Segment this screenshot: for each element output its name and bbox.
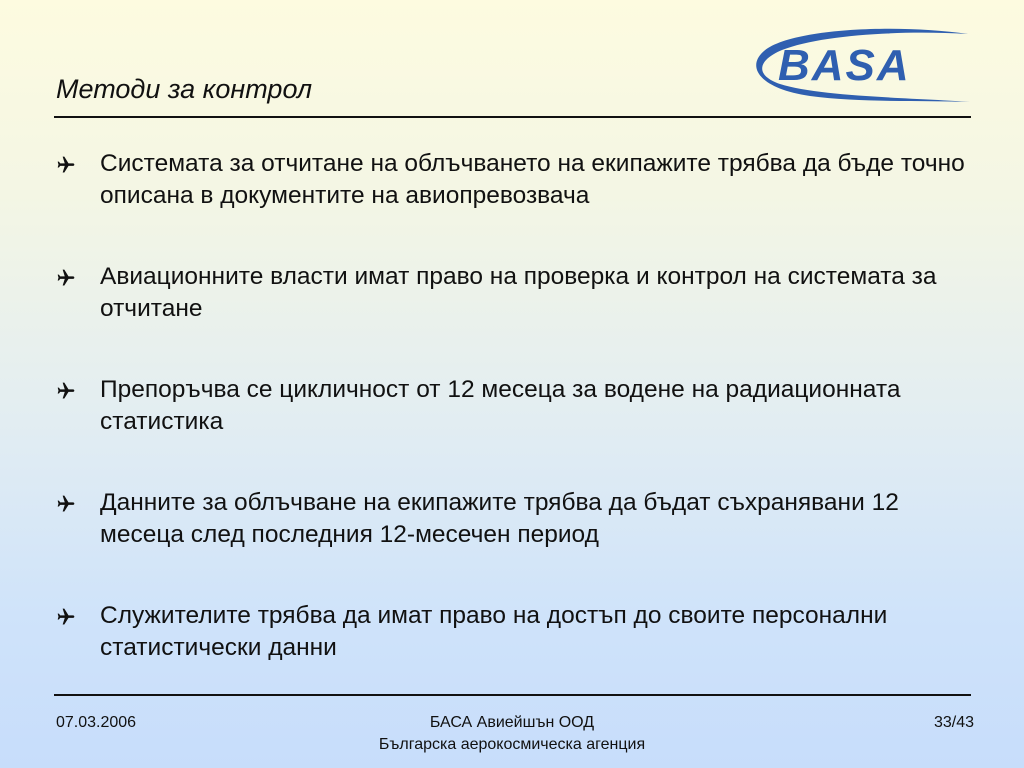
- airplane-icon: [56, 494, 76, 514]
- airplane-icon: [56, 607, 76, 627]
- title-divider: [54, 116, 971, 118]
- bullet-item: [56, 148, 972, 212]
- bullet-text: Препоръчва се цикличност от 12 месеца за водене на радиационната статистика: [100, 376, 901, 435]
- bullet-item: [56, 374, 972, 438]
- basa-logo-text: BASA: [778, 41, 911, 90]
- bullet-text: Служителите трябва да имат право на достъп до своите персонални статистически данни: [100, 602, 888, 661]
- bullet-item: [56, 487, 972, 551]
- footer-company-subtitle: Българска аерокосмическа агенция: [378, 736, 646, 753]
- page-number: 33/43: [933, 714, 974, 731]
- bullet-item: [56, 261, 972, 325]
- footer-date: 07.03.2006: [56, 714, 137, 731]
- footer-company: [312, 712, 712, 756]
- basa-logo: [750, 22, 974, 106]
- bullet-item: [56, 600, 972, 664]
- bullet-text: Системата за отчитане на облъчването на екипажите трябва да бъде точно описана в документите на авиопревозвача: [100, 150, 965, 209]
- bullet-list: [56, 148, 972, 713]
- footer-divider: [54, 694, 971, 696]
- bullet-text: Данните за облъчване на екипажите трябва да бъдат съхранявани 12 месеца след последния 12-месечен период: [100, 489, 899, 548]
- slide-title: Методи за контрол: [56, 74, 313, 104]
- bullet-text: Авиационните власти имат право на проверка и контрол на системата за отчитане: [100, 263, 937, 322]
- footer-company-name: БАСА Авиейшън ООД: [429, 714, 595, 731]
- airplane-icon: [56, 155, 76, 175]
- airplane-icon: [56, 381, 76, 401]
- airplane-icon: [56, 268, 76, 288]
